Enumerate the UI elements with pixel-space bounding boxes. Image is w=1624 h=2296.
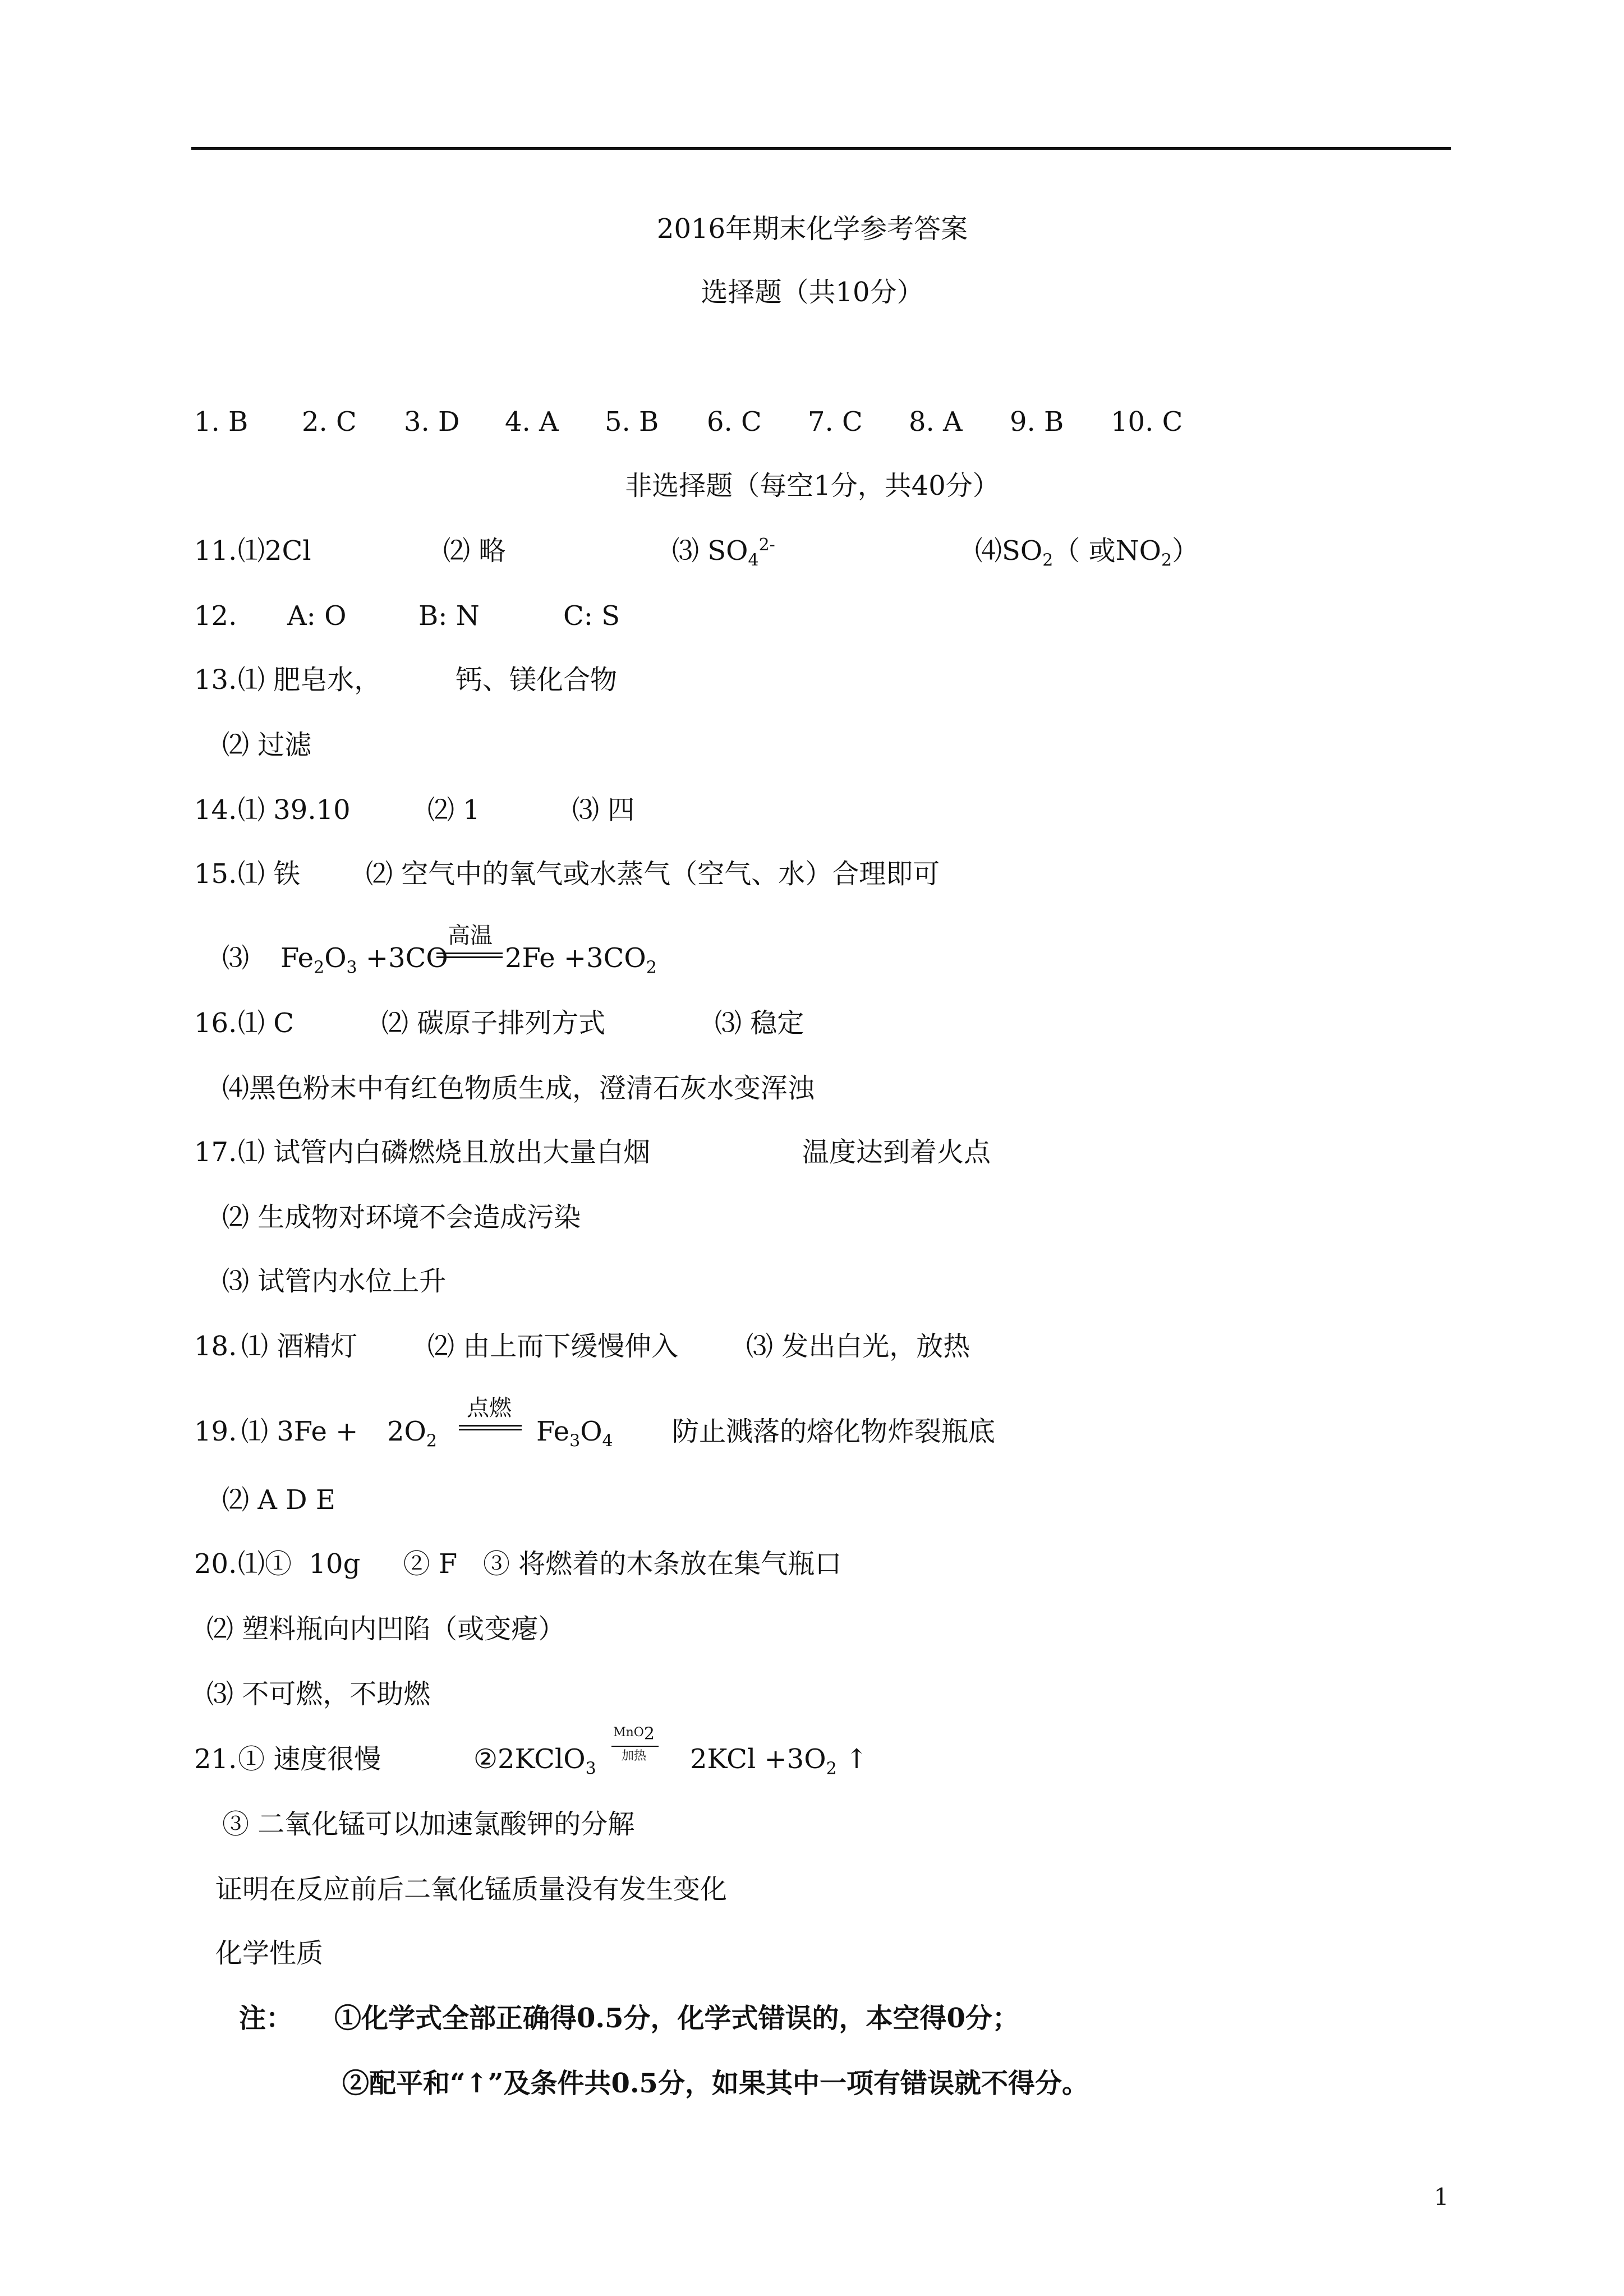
q18-answer-2: ⑵ 由上而下缓慢伸入 (427, 1331, 679, 1362)
header-rule (191, 147, 1451, 150)
q20-answer-2: ⑵ 塑料瓶向内凹陷（或变瘪） (206, 1613, 565, 1645)
q15-equation-reactants: $Fe_2O_3 +3CO$ (280, 942, 448, 978)
q14-answer-3: ⑶ 四 (572, 794, 635, 826)
q11-answer-1: ⑴2Cl (238, 535, 311, 567)
q19-equation-oxygen: $2O_2$ (387, 1416, 437, 1451)
q12-answer-b: B: N (418, 600, 480, 632)
q21-number: 21. (194, 1743, 237, 1775)
q20-answer-3: ⑶ 不可燃，不助燃 (206, 1678, 431, 1710)
note-1: ①化学式全部正确得0.5分，化学式错误的，本空得0分； (334, 2003, 1019, 2034)
q11-answer-4: $⑷SO_2$（ 或$NO_2$） (975, 535, 1199, 570)
q16-answer-1: ⑴ C (238, 1007, 294, 1039)
q18-answer-3: ⑶ 发出白光，放热 (746, 1331, 970, 1362)
q17-number: 17. (194, 1137, 237, 1168)
q16-answer-4: ⑷黑色粉末中有红色物质生成，澄清石灰水变浑浊 (222, 1073, 815, 1104)
q20-answer-1: ⑴① 10g ② F ③ 将燃着的木条放在集气瓶口 (238, 1548, 842, 1580)
q16-answer-3: ⑶ 稳定 (715, 1007, 804, 1039)
q14-number: 14. (194, 794, 237, 826)
q15-equation-products: $2Fe +3CO_2$ (505, 942, 657, 978)
page-number: 1 (1434, 2183, 1449, 2211)
q14-answer-1: ⑴ 39.10 (238, 794, 351, 826)
q15-condition: 高温 (448, 923, 493, 949)
q15-answer-1: ⑴ 铁 (238, 858, 301, 890)
q18-number: 18. (194, 1331, 237, 1362)
q19-answer-1-reason: 防止溅落的熔化物炸裂瓶底 (672, 1416, 996, 1447)
q19-equals-sign (459, 1425, 522, 1430)
q19-answer-2: ⑵ A D E (222, 1484, 335, 1516)
mc-answer: 3. D (404, 406, 460, 438)
mc-answer: 5. B (605, 406, 659, 438)
q17-answer-1a: ⑴ 试管内白磷燃烧且放出大量白烟 (238, 1137, 651, 1168)
page-title: 2016年期末化学参考答案 (656, 213, 968, 245)
section-heading-choice: 选择题（共10分） (701, 277, 924, 308)
q12-answer-a: A: O (287, 600, 347, 632)
q16-number: 16. (194, 1007, 237, 1039)
q13-answer-2: ⑵ 过滤 (222, 729, 312, 761)
q21-heating-condition: 加热 (621, 1749, 647, 1763)
q11-number: 11. (194, 535, 237, 567)
q15-number: 15. (194, 858, 237, 890)
q19-equation-product: $Fe_3O_4$ (536, 1416, 613, 1451)
q13-number: 13. (194, 664, 237, 696)
q16-answer-2: ⑵ 碳原子排列方式 (381, 1007, 606, 1039)
q21-equation-products: $2KCl +3O_2$ ↑ (690, 1743, 868, 1779)
q18-answer-1: ⑴ 酒精灯 (241, 1331, 358, 1362)
q19-equation-reactants: ⑴ 3Fe + (241, 1416, 358, 1447)
q11-answer-3: ⑶ $SO_4^{2-}$ (672, 535, 775, 570)
q21-answer-1: ① 速度很慢 (238, 1743, 381, 1775)
mc-answer: 7. C (808, 406, 863, 438)
q12-number: 12. (194, 600, 237, 632)
q21-reaction-line (611, 1746, 659, 1747)
note-label: 注： (239, 2003, 293, 2034)
q13-answer-1b: 钙、镁化合物 (456, 664, 618, 696)
q15-answer-3-label: ⑶ (222, 942, 250, 974)
q14-answer-2: ⑵ 1 (427, 794, 480, 826)
q17-answer-1b: 温度达到着火点 (802, 1137, 991, 1168)
q21-answer-5: 化学性质 (215, 1938, 324, 1969)
q21-answer-4: 证明在反应前后二氧化锰质量没有发生变化 (215, 1874, 728, 1905)
mc-answer: 10. C (1111, 406, 1183, 438)
q15-equals-sign (436, 953, 503, 958)
q17-answer-3: ⑶ 试管内水位上升 (222, 1266, 447, 1297)
q20-number: 20. (194, 1548, 237, 1580)
q13-answer-1a: ⑴ 肥皂水， (238, 664, 381, 696)
mc-answer: 1. B (194, 406, 249, 438)
q19-condition: 点燃 (467, 1395, 512, 1421)
note-2: ②配平和“↑”及条件共0.5分，如果其中一项有错误就不得分。 (342, 2068, 1089, 2099)
q15-answer-2: ⑵ 空气中的氧气或水蒸气（空气、水）合理即可 (366, 858, 940, 890)
q21-catalyst: MnO$_2$ (613, 1724, 655, 1744)
section-heading-nonchoice: 非选择题（每空1分，共40分） (625, 470, 1000, 501)
mc-answer: 6. C (707, 406, 762, 438)
q21-answer-3: ③ 二氧化锰可以加速氯酸钾的分解 (222, 1809, 635, 1840)
q12-answer-c: C: S (563, 600, 620, 632)
q17-answer-2: ⑵ 生成物对环境不会造成污染 (222, 1202, 581, 1233)
q21-equation-reactant: ②2KClO$_3$ (473, 1743, 596, 1779)
q11-answer-2: ⑵ 略 (443, 535, 506, 567)
gas-arrow-icon: ↑ (845, 1743, 868, 1775)
q19-number: 19. (194, 1416, 237, 1447)
mc-answer: 9. B (1010, 406, 1064, 438)
mc-answer: 2. C (302, 406, 357, 438)
mc-answer: 8. A (909, 406, 963, 438)
mc-answer: 4. A (505, 406, 559, 438)
